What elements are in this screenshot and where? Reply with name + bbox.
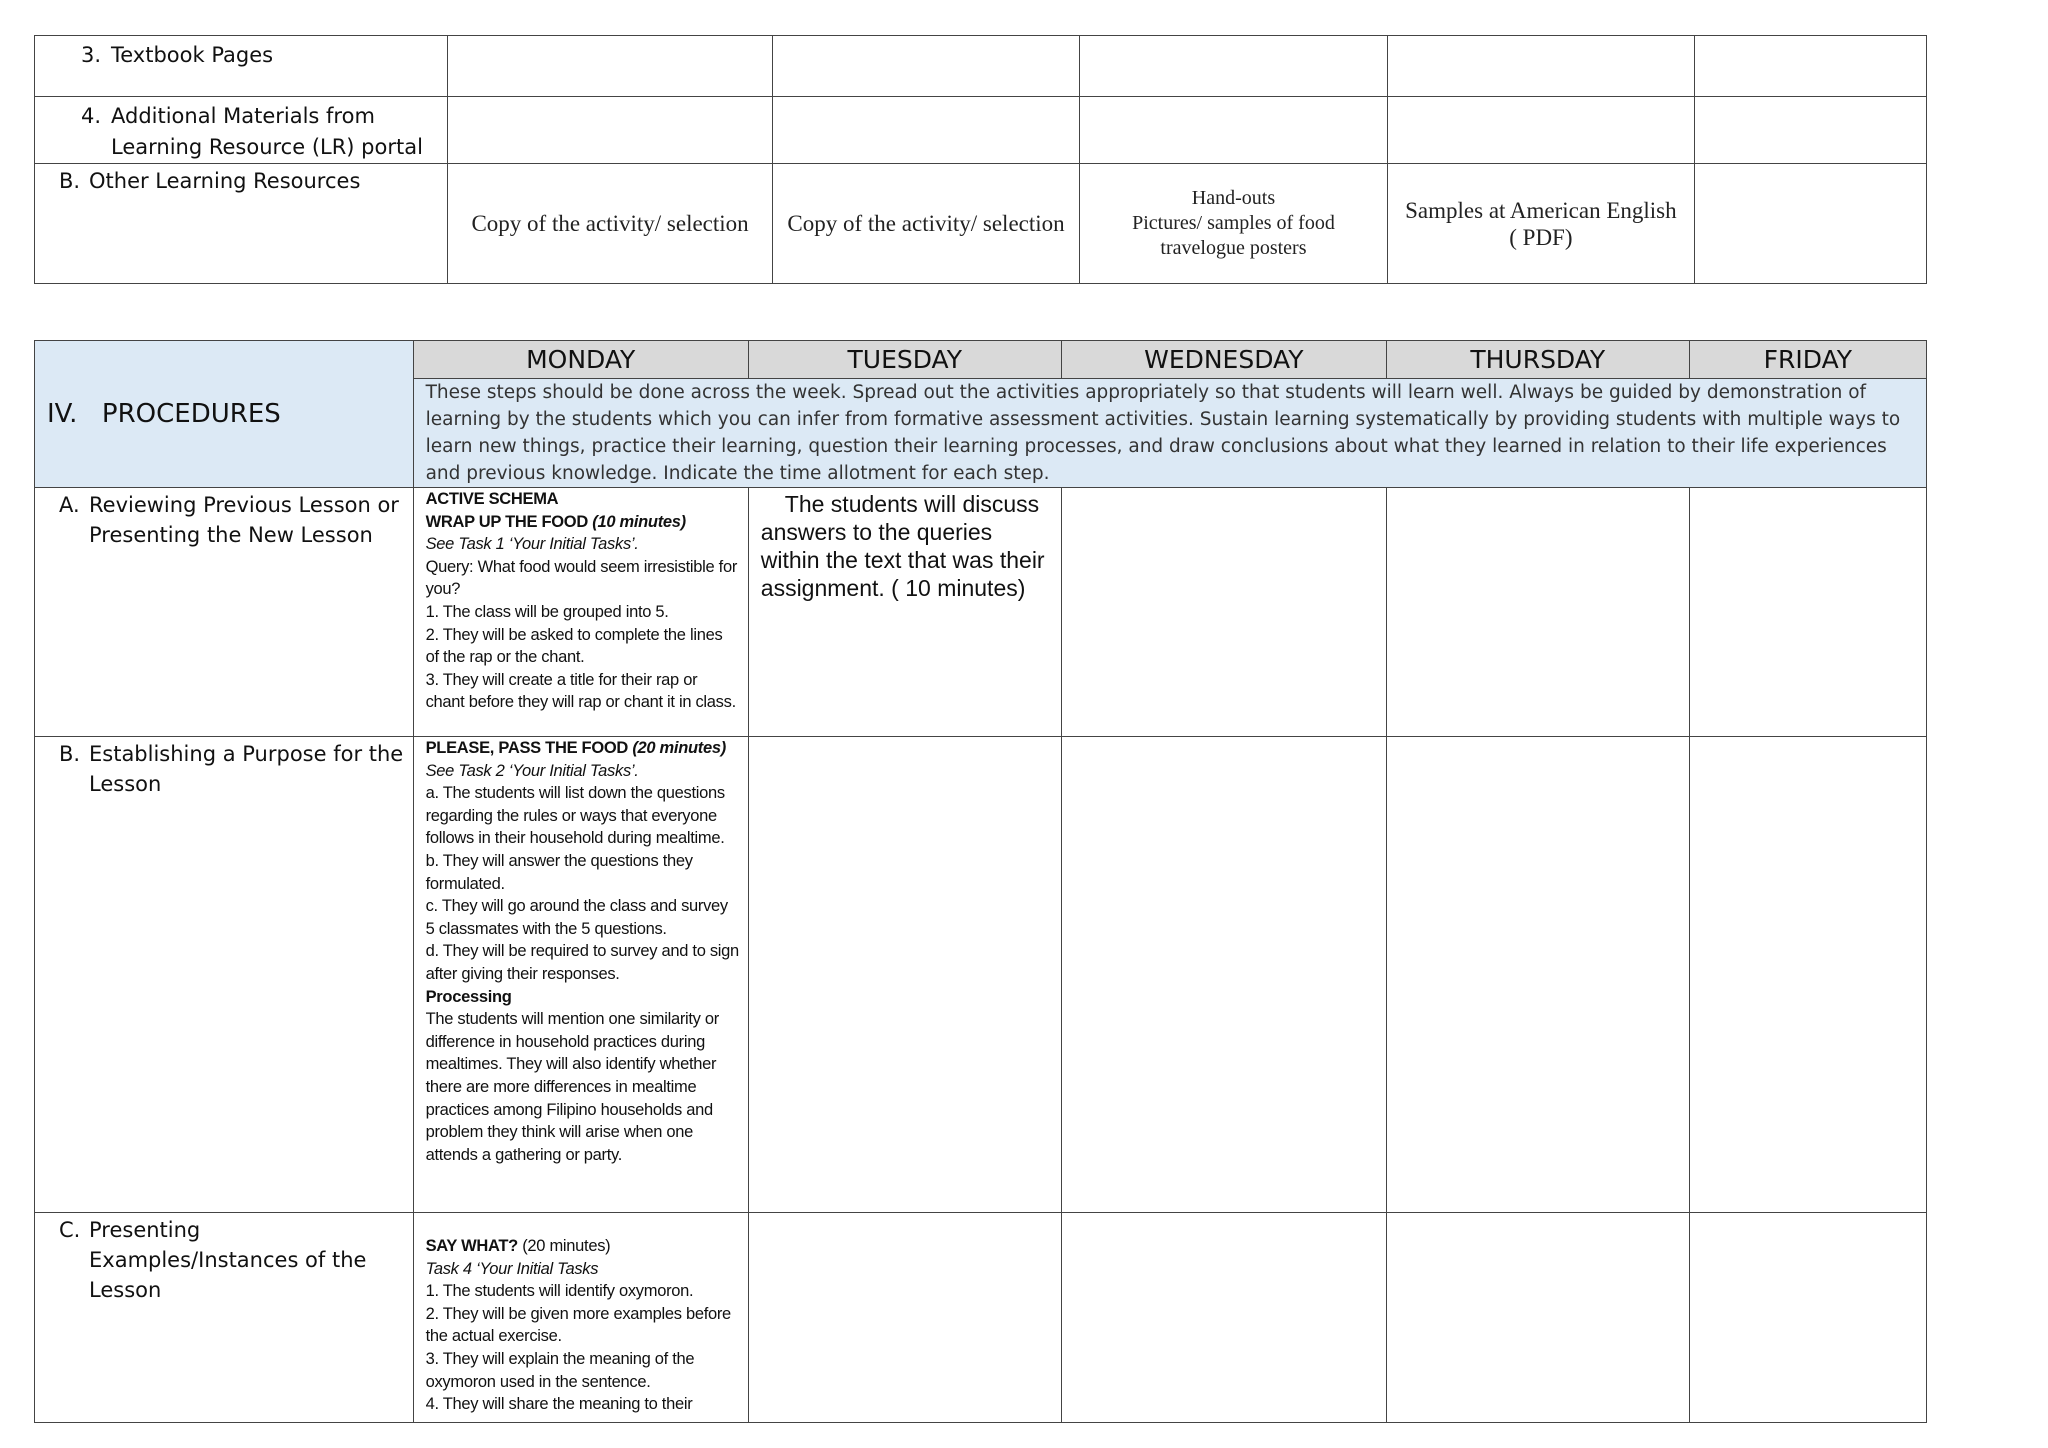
other-wednesday — [1080, 164, 1387, 284]
row-label-line: Examples/Instances of the — [89, 1248, 367, 1272]
resource-row-textbook — [35, 36, 1927, 97]
activity-time: (20 minutes) — [522, 1237, 611, 1255]
resource-row-other — [35, 164, 1927, 284]
row-letter: C. — [59, 1218, 81, 1242]
procedure-row-b — [35, 737, 1927, 1213]
row-b-tuesday — [748, 737, 1061, 1213]
activity-line: Query: What food would seem irresistible for you? — [425, 557, 738, 599]
other-thursday-line: Samples at American English — [1405, 197, 1677, 223]
row-c-tuesday — [748, 1213, 1061, 1423]
item-label: Additional Materials from Learning Resource (LR) portal — [111, 104, 423, 159]
resource-cell-tuesday — [772, 97, 1079, 164]
procedure-row-a — [35, 488, 1927, 737]
row-label-line: Lesson — [89, 772, 162, 796]
resource-cell-thursday — [1387, 97, 1694, 164]
resource-label-cell — [35, 97, 448, 164]
activity-line: The students will discuss — [784, 491, 1040, 517]
resource-cell-monday — [448, 97, 773, 164]
other-wednesday-line: Hand-outs — [1191, 187, 1276, 209]
activity-line: b. They will answer the questions they formulated. — [425, 851, 693, 893]
procedures-section-title — [35, 341, 414, 488]
activity-title: WRAP UP THE FOOD — [425, 512, 588, 531]
activity-reference: Task 4 ‘Your Initial Tasks — [425, 1259, 599, 1278]
activity-line: 2. They will be asked to complete the lines of the rap or the chant. — [425, 625, 723, 667]
activity-time: (10 minutes) — [592, 512, 686, 531]
section-title: PROCEDURES — [101, 399, 281, 429]
resource-cell-friday — [1695, 36, 1927, 97]
procedure-label-cell — [35, 1213, 414, 1423]
row-label-line: Presenting — [89, 1218, 201, 1242]
row-b-monday — [413, 737, 748, 1213]
resource-row-lr-portal — [35, 97, 1927, 164]
procedures-table — [34, 340, 1927, 1423]
procedure-row-c — [35, 1213, 1927, 1423]
row-label-line: Presenting the New Lesson — [89, 523, 373, 547]
activity-line: 3. They will create a title for their rap or chant before they will rap or chant it in class. — [425, 670, 736, 712]
resource-label-cell — [35, 164, 448, 284]
day-header-wednesday: WEDNESDAY — [1061, 341, 1386, 379]
row-b-friday — [1689, 737, 1926, 1213]
activity-line: 4. They will share the meaning to their — [425, 1395, 693, 1414]
resource-label-cell — [35, 36, 448, 97]
day-header-thursday: THURSDAY — [1386, 341, 1689, 379]
resource-cell-thursday — [1387, 36, 1694, 97]
other-tuesday: Copy of the activity/ selection — [772, 164, 1079, 284]
other-thursday — [1387, 164, 1694, 284]
resource-cell-wednesday — [1080, 97, 1387, 164]
row-label-line: Reviewing Previous Lesson or — [89, 493, 399, 517]
row-c-monday — [413, 1213, 748, 1423]
section-number: IV. — [47, 399, 78, 429]
procedure-label-cell — [35, 488, 414, 737]
item-label: Textbook Pages — [111, 43, 274, 67]
row-a-friday — [1689, 488, 1926, 737]
activity-title: SAY WHAT? — [425, 1237, 518, 1255]
day-header-friday: FRIDAY — [1689, 341, 1926, 379]
day-header-row — [35, 341, 1927, 379]
resource-cell-wednesday — [1080, 36, 1387, 97]
activity-reference: See Task 1 ‘Your Initial Tasks’. — [425, 535, 639, 554]
item-number: 4. — [81, 104, 102, 128]
row-a-wednesday — [1061, 488, 1386, 737]
row-label-line: Lesson — [89, 1278, 162, 1302]
activity-line: 2. They will be given more examples before the actual exercise. — [425, 1304, 731, 1346]
resource-cell-monday — [448, 36, 773, 97]
activity-line: 1. The students will identify oxymoron. — [425, 1282, 694, 1301]
row-label-line: Establishing a Purpose for the — [89, 742, 404, 766]
resource-cell-friday — [1695, 97, 1927, 164]
other-wednesday-line: Pictures/ samples of food — [1132, 212, 1335, 234]
row-c-wednesday — [1061, 1213, 1386, 1423]
row-b-wednesday — [1061, 737, 1386, 1213]
row-a-thursday — [1386, 488, 1689, 737]
activity-line: a. The students will list down the questions regarding the rules or ways that everyone follows in their household during mealtime. — [425, 784, 725, 848]
item-number: 3. — [81, 43, 102, 67]
other-friday — [1695, 164, 1927, 284]
row-b-thursday — [1386, 737, 1689, 1213]
day-header-monday: MONDAY — [413, 341, 748, 379]
activity-line: c. They will go around the class and survey 5 classmates with the 5 questions. — [425, 897, 728, 938]
activity-line: 1. The class will be grouped into 5. — [425, 602, 669, 621]
other-wednesday-line: travelogue posters — [1160, 237, 1307, 259]
activity-reference: See Task 2 ‘Your Initial Tasks’. — [425, 761, 639, 780]
activity-line: d. They will be required to survey and to sign after giving their responses. — [425, 942, 739, 983]
activity-line: 3. They will explain the meaning of the oxymoron used in the sentence. — [425, 1349, 695, 1391]
activity-time: (20 minutes) — [632, 739, 726, 757]
row-a-tuesday — [748, 488, 1061, 737]
processing-heading: Processing — [425, 987, 512, 1006]
row-letter: A. — [59, 493, 80, 517]
row-letter: B. — [59, 742, 81, 766]
activity-title: PLEASE, PASS THE FOOD — [425, 739, 629, 757]
processing-text: The students will mention one similarity or difference in household practices during mealtimes. They will also identify whether there are more differences in mealtime practices among Filipino households and problem they think will arise when one attends a gathering or party. — [425, 1010, 719, 1164]
row-c-friday — [1689, 1213, 1926, 1423]
other-thursday-line: ( PDF) — [1509, 224, 1573, 250]
procedures-note: These steps should be done across the week. Spread out the activities appropriately so that students will learn well. Always be guided by demonstration of learning by the students which you can infer from formative assessment activities. Sustain learning systematically by providing students with multiple ways to learn new things, practice their learning, question their learning processes, and draw conclusions about what they learned in relation to their life experiences and previous knowledge. Indicate the time allotment for each step. — [413, 379, 1926, 488]
day-header-tuesday: TUESDAY — [748, 341, 1061, 379]
row-c-thursday — [1386, 1213, 1689, 1423]
activity-line: answers to the queries within the text that was their assignment. ( 10 minutes) — [760, 519, 1045, 601]
resources-table — [34, 35, 1927, 284]
item-label: Other Learning Resources — [89, 169, 361, 193]
activity-heading: ACTIVE SCHEMA — [425, 490, 559, 508]
other-monday: Copy of the activity/ selection — [448, 164, 773, 284]
procedure-label-cell — [35, 737, 414, 1213]
resource-cell-tuesday — [772, 36, 1079, 97]
row-a-monday — [413, 488, 748, 737]
item-letter: B. — [59, 169, 81, 193]
